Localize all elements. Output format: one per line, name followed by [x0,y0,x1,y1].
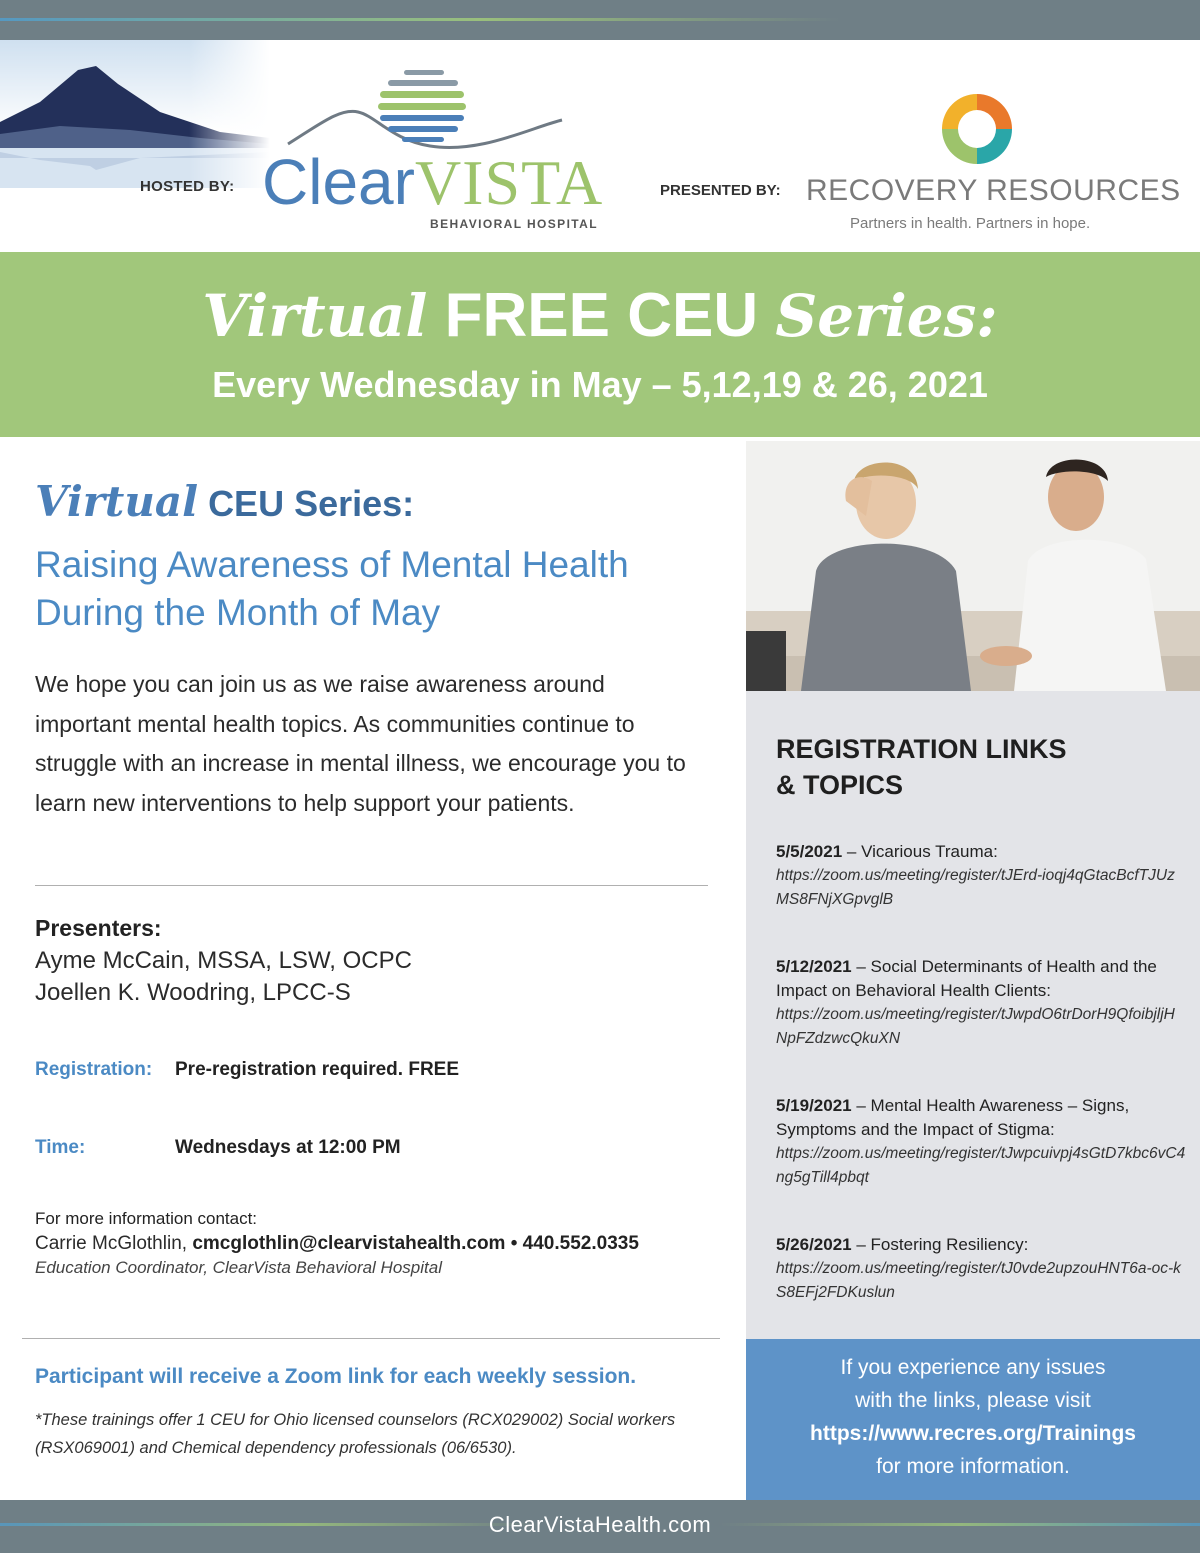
recovery-resources-name: RECOVERY RESOURCES [806,174,1181,207]
link-issues-box [746,1339,1200,1500]
clearvista-subtitle: BEHAVIORAL HOSPITAL [430,217,598,231]
session-topic: – Mental Health Awareness – Signs, Symptoms and the Impact of Stigma: [776,1096,1130,1139]
title-banner [0,252,1200,437]
contact-role: Education Coordinator, ClearVista Behavioral Hospital [35,1258,442,1277]
session-registration-link[interactable]: https://zoom.us/meeting/register/tJwpcuivpj4sGtD7kbc6vC4ng5gTill4pbqt [776,1145,1186,1186]
header [0,40,1200,252]
recovery-resources-logo-icon [938,90,1016,168]
clearvista-wordmark [262,144,603,221]
footer [0,1500,1200,1553]
issues-line-2: with the links, please visit [855,1389,1091,1412]
contact-label: For more information contact: [35,1209,258,1228]
issues-line-1: If you experience any issues [840,1356,1106,1379]
banner-word-virtual: Virtual [202,282,428,350]
presented-by-label: PRESENTED BY: [660,182,781,199]
session-item [776,840,1186,912]
clearvista-wordmark-clear: Clear [262,146,415,218]
session-item [776,1233,1186,1305]
contact-line [35,1233,639,1255]
hosted-by-label: HOSTED BY: [140,178,235,195]
session-registration-link[interactable]: https://zoom.us/meeting/register/tJErd-ioqj4qGtacBcfTJUzMS8FNjXGpvglB [776,867,1175,908]
topic-line-1: Raising Awareness of Mental Health [35,544,629,585]
registration-label: Registration: [35,1059,153,1080]
session-topic: – Vicarious Trauma: [846,842,998,861]
registration-panel [746,441,1200,1500]
session-topic: – Fostering Resiliency: [856,1235,1029,1254]
divider [22,1338,720,1339]
banner-word-free-ceu: FREE CEU [444,281,759,350]
clearvista-wordmark-vista: VISTA [414,147,604,218]
session-registration-link[interactable]: https://zoom.us/meeting/register/tJ0vde2upzouHNT6a-oc-kS8EFj2FDKuslun [776,1260,1181,1301]
top-bar [0,0,1200,40]
session-date: 5/12/2021 [776,957,852,976]
session-date: 5/19/2021 [776,1096,852,1115]
contact-phone[interactable]: 440.552.0335 [522,1233,639,1254]
details-column [0,437,745,1500]
footer-website-link[interactable]: ClearVistaHealth.com [488,1512,712,1537]
banner-word-series: Series: [775,282,998,350]
issues-line-3: for more information. [876,1455,1070,1478]
registration-heading [776,731,1067,803]
couple-arguing-photo [746,441,1200,691]
contact-separator: • [510,1233,518,1254]
session-registration-link[interactable]: https://zoom.us/meeting/register/tJwpdO6trDorH9QfoibjljHNpFZdzwcQkuXN [776,1006,1175,1047]
registration-heading-line-2: & TOPICS [776,770,904,800]
series-word-virtual: Virtual [35,477,199,526]
top-stripe [0,18,1200,21]
intro-paragraph: We hope you can join us as we raise awareness around important mental health topics. As communities continue to struggle with an increase in mental illness, we encourage you to learn new interventions to help support your patients. [35,671,686,816]
session-topic: – Social Determinants of Health and the Impact on Behavioral Health Clients: [776,957,1157,1000]
time-value: Wednesdays at 12:00 PM [175,1137,401,1158]
presenters-label: Presenters: [35,915,162,941]
divider [35,885,708,886]
presenter-name: Ayme McCain, MSSA, LSW, OCPC [35,947,412,974]
registration-value: Pre-registration required. FREE [175,1059,460,1080]
contact-email-link[interactable]: cmcglothlin@clearvistahealth.com [192,1233,506,1254]
trainings-url-link[interactable]: https://www.recres.org/Trainings [810,1422,1136,1445]
banner-subtitle: Every Wednesday in May – 5,12,19 & 26, 2021 [212,364,988,405]
series-label: CEU Series: [208,483,415,524]
session-date: 5/26/2021 [776,1235,852,1254]
presenter-name: Joellen K. Woodring, LPCC-S [35,979,351,1006]
contact-name: Carrie McGlothlin, [35,1233,188,1254]
ceu-disclaimer: *These trainings offer 1 CEU for Ohio licensed counselors (RCX029002) Social workers (RSX069001) and Chemical dependency professionals (06/6530). [35,1411,676,1457]
session-item [776,1094,1186,1190]
topic-line-2: During the Month of May [35,592,441,633]
series-topic-title [35,541,715,637]
series-heading [35,477,414,526]
session-date: 5/5/2021 [776,842,843,861]
time-label: Time: [35,1137,86,1158]
zoom-link-note: Participant will receive a Zoom link for each weekly session. [35,1365,637,1388]
recovery-resources-tagline: Partners in health. Partners in hope. [850,215,1091,232]
registration-heading-line-1: REGISTRATION LINKS [776,734,1067,764]
session-item [776,955,1186,1051]
banner-title [0,280,1200,351]
